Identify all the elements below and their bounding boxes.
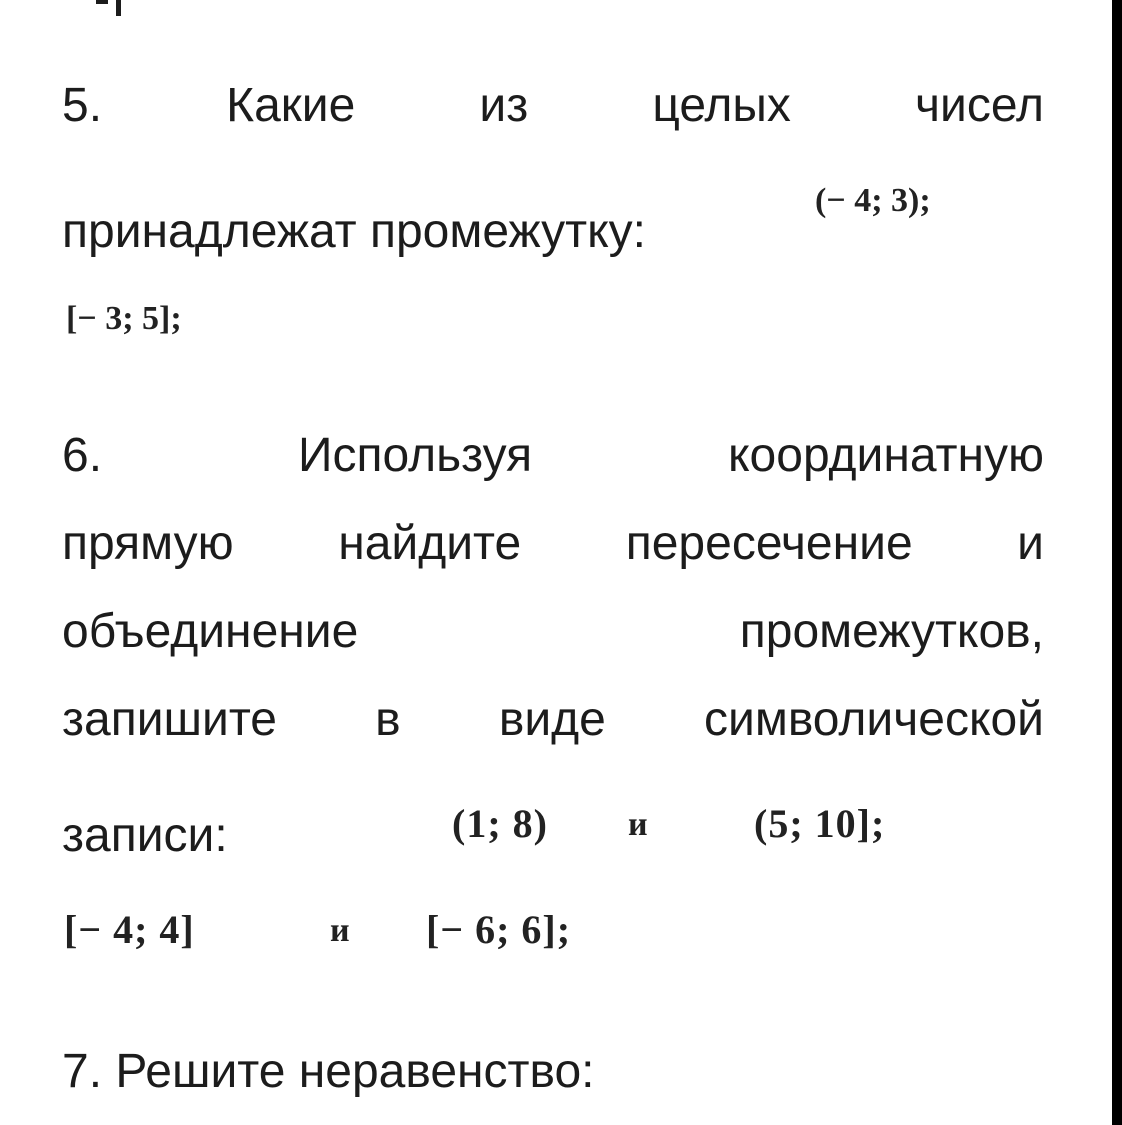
task6-word: объединение — [62, 605, 359, 658]
task6-interval-pair2-a: [− 4; 4] — [64, 907, 195, 952]
task6-line1 — [62, 428, 1044, 484]
task5-line2: принадлежат промежутку: — [62, 205, 646, 258]
task6-word: и — [1017, 517, 1044, 570]
task6-word: виде — [498, 693, 606, 746]
task5-number: 5. — [62, 79, 103, 132]
task6-word: промежутков, — [739, 605, 1044, 658]
cropped-text-fragment — [96, 0, 122, 16]
task6-line2 — [62, 516, 1044, 572]
task6-word: символической — [704, 693, 1044, 746]
task6-word: Используя — [297, 429, 533, 482]
task6-line4 — [62, 692, 1044, 748]
task5-interval-2: [− 3; 5]; — [66, 300, 182, 337]
task6-word: в — [375, 693, 401, 746]
task5-word: Какие — [226, 79, 356, 132]
task6-interval-pair2-b: [− 6; 6]; — [426, 907, 572, 952]
task6-interval-pair1-b: (5; 10]; — [754, 801, 886, 846]
task6-conjunction: и — [330, 912, 350, 949]
task5-line1 — [62, 78, 1044, 134]
task5-word: целых — [652, 79, 791, 132]
task6-interval-pair1-a: (1; 8) — [452, 801, 548, 846]
task6-line5-label: записи: — [62, 809, 228, 862]
task6-conjunction: и — [628, 806, 648, 843]
task6-number: 6. — [62, 429, 103, 482]
task6-word: пересечение — [625, 517, 913, 570]
task7-text: 7. Решите неравенство: — [62, 1045, 595, 1098]
task6-line3 — [62, 604, 1044, 660]
task5-interval-1: (− 4; 3); — [815, 182, 931, 219]
task6-word: запишите — [62, 693, 277, 746]
task5-word: из — [479, 79, 529, 132]
task6-word: координатную — [728, 429, 1044, 482]
right-edge-border — [1112, 0, 1122, 1125]
task5-word: чисел — [915, 79, 1044, 132]
task6-word: найдите — [338, 517, 522, 570]
task6-word: прямую — [62, 517, 234, 570]
